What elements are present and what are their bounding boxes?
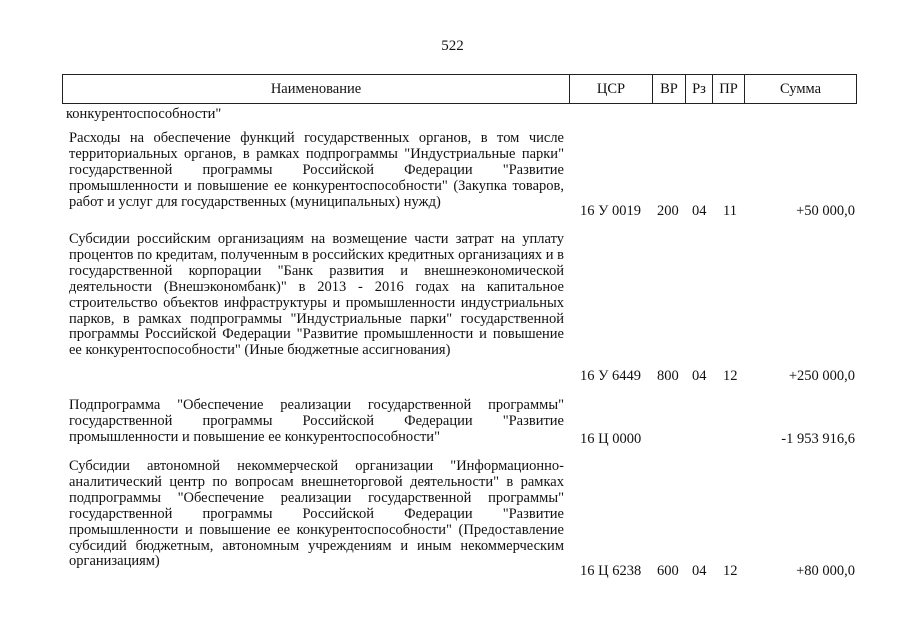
row-pr: 12 [723, 368, 738, 384]
row-description: Подпрограмма "Обеспечение реализации государственной программы" государственной программы Российской Федерации "Развитие промышленности и повышение ее конкурентоспособности" [69, 397, 564, 445]
row-vr: 800 [657, 368, 679, 384]
row-sum: -1 953 916,6 [781, 431, 855, 447]
row-rz: 04 [692, 203, 707, 219]
header-csr: ЦСР [569, 75, 652, 103]
row-vr: 200 [657, 203, 679, 219]
row-pr: 11 [723, 203, 737, 219]
row-csr: 16 Ц 0000 [580, 431, 642, 447]
header-pr: ПР [712, 75, 744, 103]
row-csr: 16 У 6449 [580, 368, 642, 384]
table-header [62, 74, 857, 104]
header-sum: Сумма [744, 75, 856, 103]
header-rz: Рз [685, 75, 712, 103]
page-number: 522 [441, 38, 464, 54]
header-name: Наименование [270, 81, 362, 97]
row-rz: 04 [692, 368, 707, 384]
row-pr: 12 [723, 563, 738, 579]
row-csr: 16 У 0019 [580, 203, 642, 219]
row-description: Субсидии российским организациям на возмещение части затрат на уплату процентов по кредитам, полученным в российских кредитных организациях и в государственной корпорации "Банк развития и внешнеэкономической деятельности (Внешэкономбанк)" в 2013 - 2016 годах на капитальное строительство объектов инфраструктуры и промышленности индустриальных парков, в рамках подпрограммы "Индустриальные парки" государственной программы Российской Федерации "Развитие промышленности и повышение ее конкурентоспособности" (Иные бюджетные ассигнования) [69, 231, 564, 359]
row-description: Субсидии автономной некоммерческой организации "Информационно-аналитический центр по вопросам внешнеторговой деятельности" в рамках подпрограммы "Обеспечение реализации государственной программы" государственной программы Российской Федерации "Развитие промышленности и повышение ее конкурентоспособности" (Предоставление субсидий бюджетным, автономным учреждениям и иным некоммерческим организациям) [69, 458, 564, 570]
row-rz: 04 [692, 563, 707, 579]
row-sum: +80 000,0 [796, 563, 855, 579]
row-sum: +250 000,0 [788, 368, 855, 384]
header-vr: ВР [652, 75, 685, 103]
continuation-text: конкурентоспособности" [66, 106, 222, 122]
row-description: Расходы на обеспечение функций государственных органов, в том числе территориальных органов, в рамках подпрограммы "Индустриальные парки" государственной программы Российской Федерации "Развитие промышленности и повышение ее конкурентоспособности" (Закупка товаров, работ и услуг для государственных (муниципальных) нужд) [69, 130, 564, 210]
row-vr: 600 [657, 563, 679, 579]
row-csr: 16 Ц 6238 [580, 563, 642, 579]
row-sum: +50 000,0 [796, 203, 855, 219]
